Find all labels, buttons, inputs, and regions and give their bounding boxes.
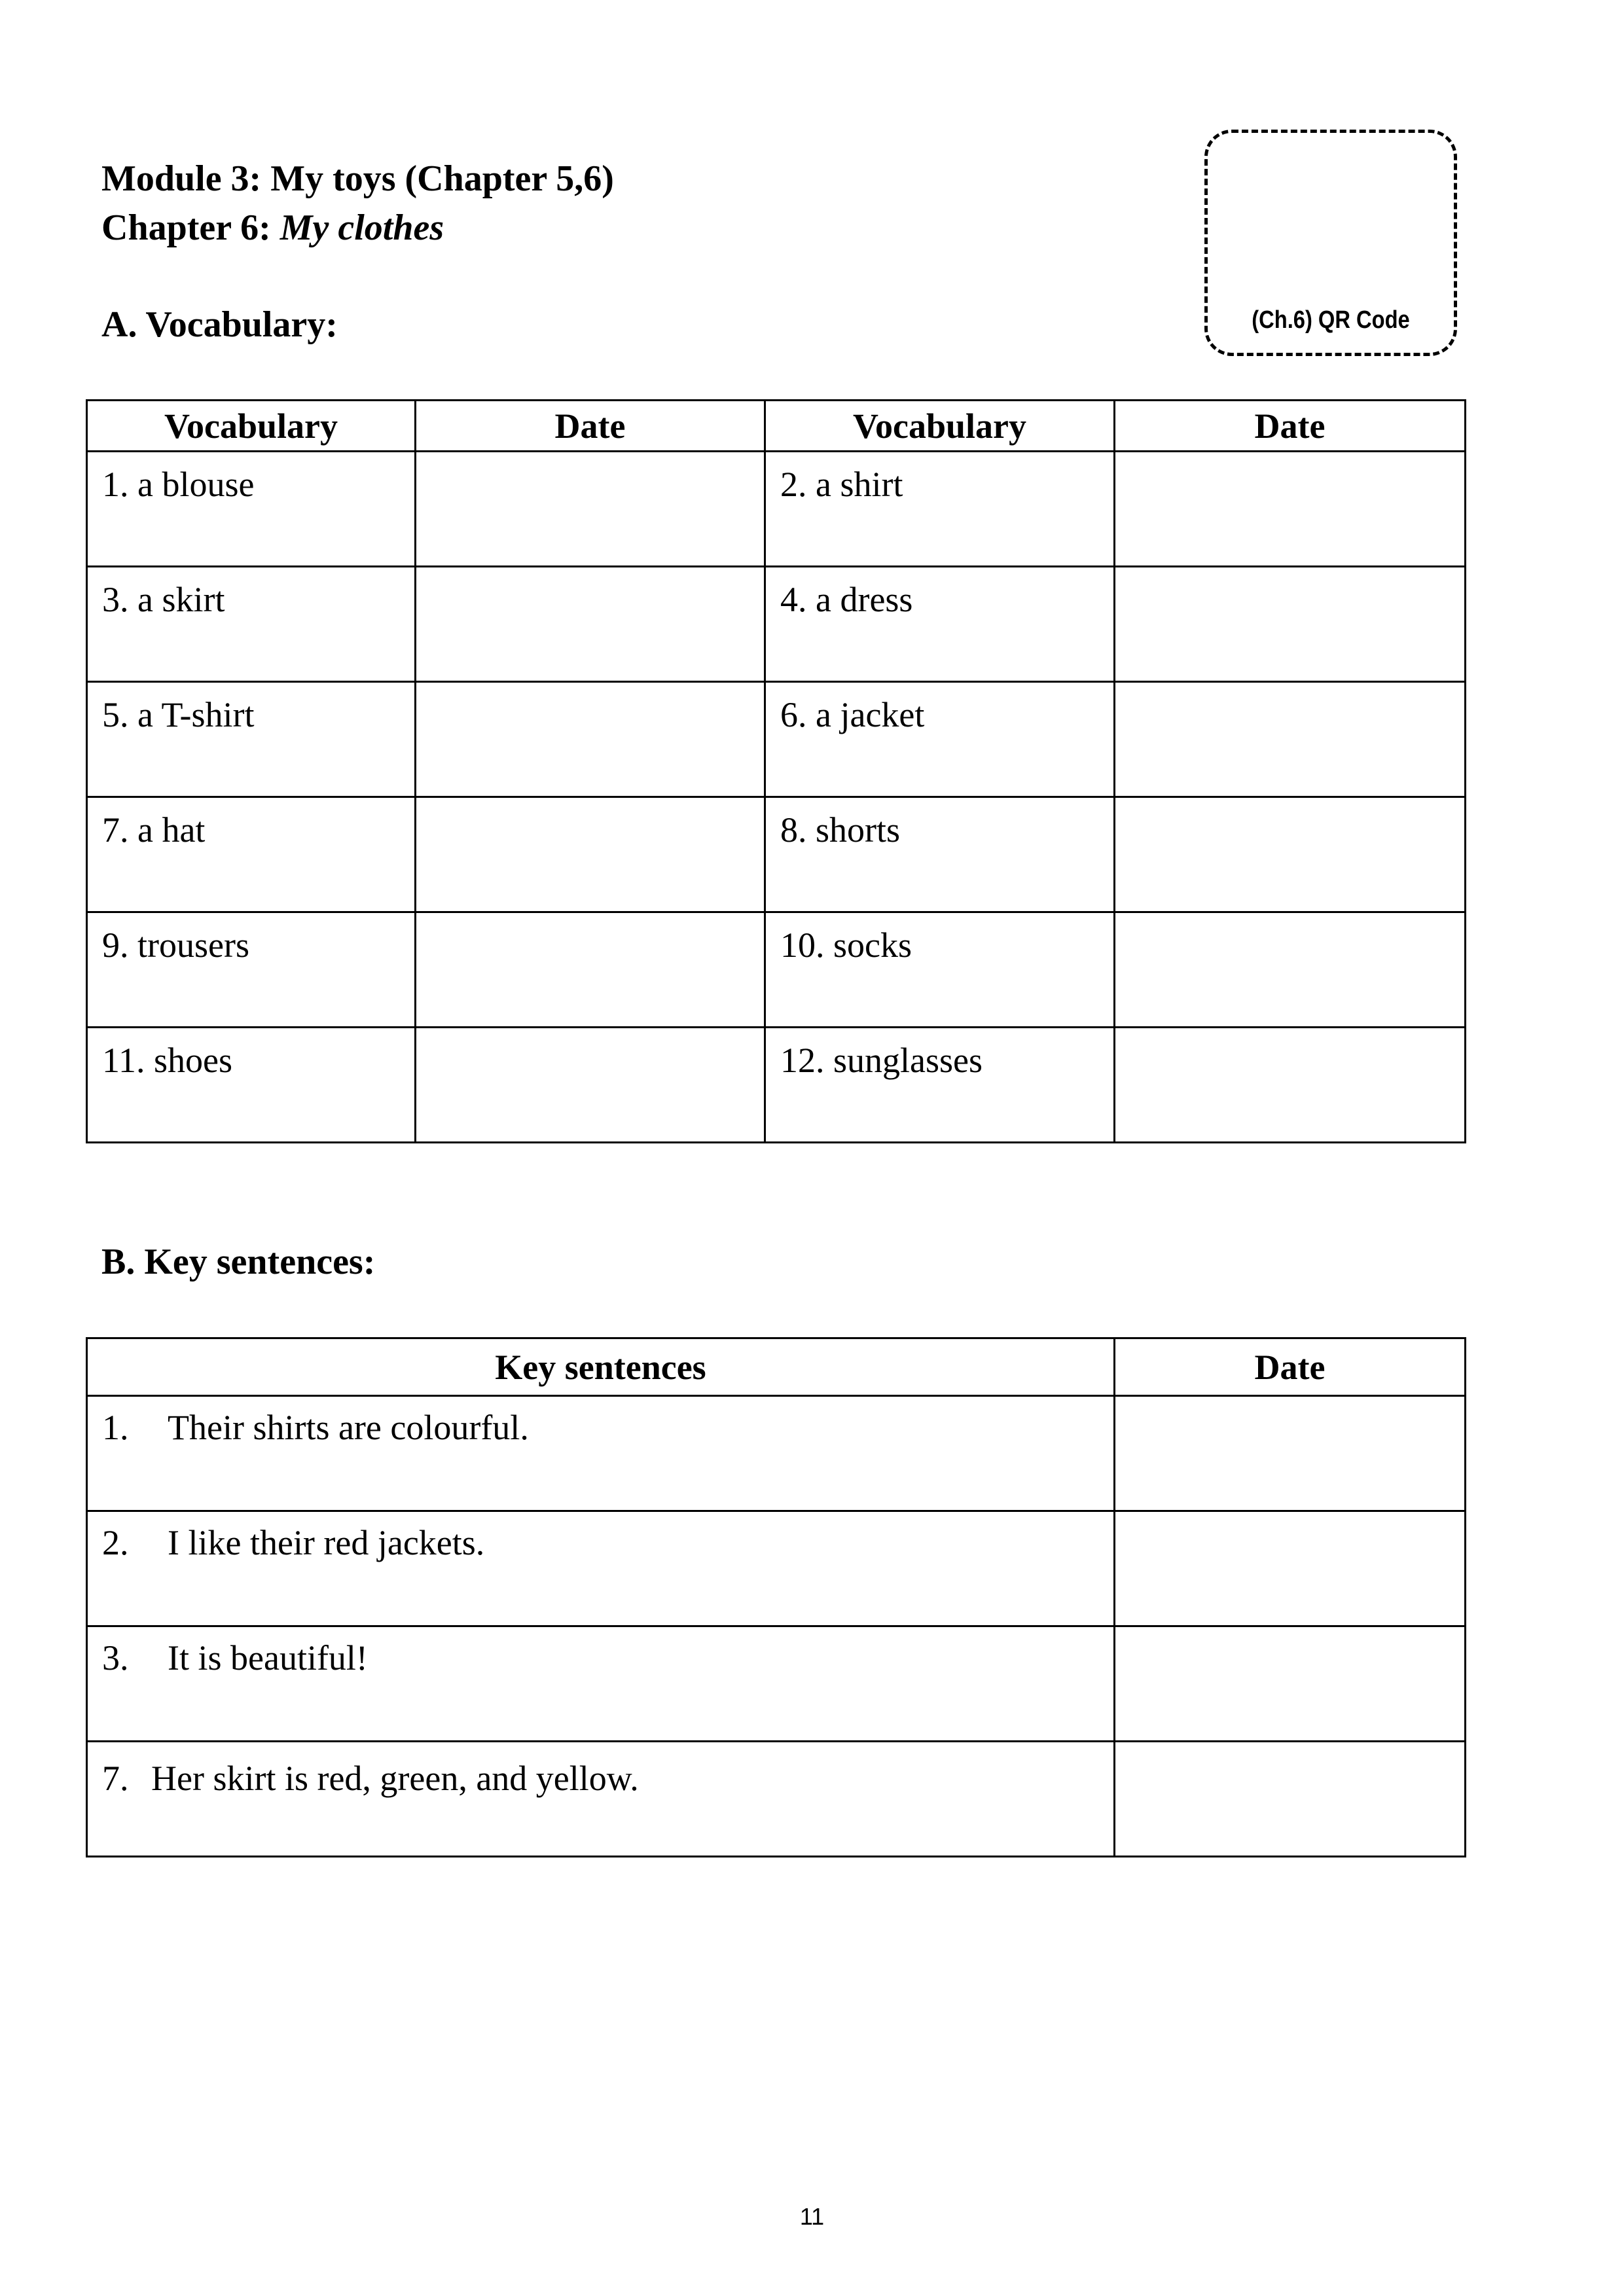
date-value <box>1115 1627 1464 1640</box>
vocab-cell <box>87 1028 416 1143</box>
header-vocabulary: Vocabulary <box>765 401 1115 452</box>
date-cell[interactable] <box>1115 1626 1466 1742</box>
date-cell[interactable] <box>1115 1028 1466 1143</box>
table-row <box>87 452 1466 567</box>
date-value <box>1115 1028 1464 1043</box>
sentence-text: It is beautiful! <box>168 1638 368 1677</box>
sentence-cell <box>87 1742 1115 1857</box>
date-value <box>416 1028 764 1043</box>
table-row <box>87 912 1466 1028</box>
vocab-cell <box>765 912 1115 1028</box>
vocab-cell <box>87 912 416 1028</box>
date-cell[interactable] <box>1115 452 1466 567</box>
sentence-cell <box>87 1396 1115 1511</box>
vocab-word: 4. a dress <box>780 580 913 619</box>
table-row <box>87 1511 1466 1626</box>
vocab-cell <box>765 452 1115 567</box>
date-value <box>1115 1397 1464 1410</box>
section-b-title: B. Key sentences: <box>101 1242 376 1282</box>
sentence-number: 7. <box>102 1759 129 1798</box>
date-cell[interactable] <box>416 682 765 797</box>
date-cell[interactable] <box>416 1028 765 1143</box>
date-cell[interactable] <box>1115 1511 1466 1626</box>
header-date: Date <box>1115 1338 1466 1396</box>
header-vocabulary: Vocabulary <box>87 401 416 452</box>
sentence-number: 2. <box>102 1523 129 1562</box>
sentence-text: Their shirts are colourful. <box>168 1408 529 1447</box>
date-value <box>416 798 764 812</box>
vocab-cell <box>87 567 416 682</box>
date-cell[interactable] <box>1115 682 1466 797</box>
sentence-number: 3. <box>102 1638 129 1677</box>
date-value <box>1115 798 1464 812</box>
date-value <box>416 567 764 582</box>
date-value <box>416 452 764 467</box>
table-header-row <box>87 401 1466 452</box>
page-number: 11 <box>799 2203 825 2230</box>
vocab-cell <box>765 1028 1115 1143</box>
sentence-cell <box>87 1511 1115 1626</box>
date-value <box>1115 1742 1464 1755</box>
qr-code-label: (Ch.6) QR Code <box>1252 306 1410 334</box>
vocabulary-table <box>86 399 1466 1143</box>
vocab-word: 2. a shirt <box>780 465 903 504</box>
vocab-cell <box>87 682 416 797</box>
vocab-word: 9. trousers <box>102 925 249 965</box>
date-value <box>1115 567 1464 582</box>
sentence-cell <box>87 1626 1115 1742</box>
date-value <box>1115 452 1464 467</box>
date-cell[interactable] <box>416 567 765 682</box>
vocab-word: 11. shoes <box>102 1041 232 1080</box>
module-label: Module 3: <box>101 158 262 199</box>
date-cell[interactable] <box>416 797 765 912</box>
module-text: My toys (Chapter 5,6) <box>270 158 614 199</box>
vocab-word: 6. a jacket <box>780 695 925 734</box>
sentence-text: Her skirt is red, green, and yellow. <box>151 1759 639 1798</box>
vocab-word: 10. socks <box>780 925 912 965</box>
date-cell[interactable] <box>1115 912 1466 1028</box>
vocab-word: 1. a blouse <box>102 465 255 504</box>
header-key-sentences: Key sentences <box>87 1338 1115 1396</box>
vocab-cell <box>765 682 1115 797</box>
vocab-word: 12. sunglasses <box>780 1041 983 1080</box>
date-cell[interactable] <box>416 452 765 567</box>
vocab-cell <box>765 797 1115 912</box>
table-row <box>87 682 1466 797</box>
chapter-text: My clothes <box>280 207 444 248</box>
table-row <box>87 797 1466 912</box>
sentence-number: 1. <box>102 1408 129 1447</box>
table-row <box>87 1396 1466 1511</box>
table-row <box>87 1626 1466 1742</box>
date-value <box>1115 683 1464 697</box>
date-cell[interactable] <box>1115 797 1466 912</box>
sentence-text: I like their red jackets. <box>168 1523 485 1562</box>
key-sentences-table <box>86 1337 1466 1857</box>
module-title <box>101 160 614 197</box>
table-header-row <box>87 1338 1466 1396</box>
vocab-word: 5. a T-shirt <box>102 695 255 734</box>
section-a-title: A. Vocabulary: <box>101 304 338 345</box>
date-cell[interactable] <box>1115 1396 1466 1511</box>
qr-code-placeholder <box>1204 130 1457 356</box>
date-value <box>1115 913 1464 927</box>
vocab-cell <box>87 797 416 912</box>
vocab-word: 8. shorts <box>780 810 901 850</box>
table-row <box>87 1028 1466 1143</box>
chapter-title <box>101 209 444 246</box>
chapter-label: Chapter 6: <box>101 207 271 248</box>
vocab-word: 3. a skirt <box>102 580 225 619</box>
vocab-cell <box>87 452 416 567</box>
date-value <box>416 683 764 697</box>
vocab-word: 7. a hat <box>102 810 206 850</box>
date-value <box>1115 1512 1464 1525</box>
date-cell[interactable] <box>416 912 765 1028</box>
date-value <box>416 913 764 927</box>
header-date: Date <box>1115 401 1466 452</box>
table-row <box>87 1742 1466 1857</box>
header-date: Date <box>416 401 765 452</box>
date-cell[interactable] <box>1115 567 1466 682</box>
vocab-cell <box>765 567 1115 682</box>
table-row <box>87 567 1466 682</box>
date-cell[interactable] <box>1115 1742 1466 1857</box>
